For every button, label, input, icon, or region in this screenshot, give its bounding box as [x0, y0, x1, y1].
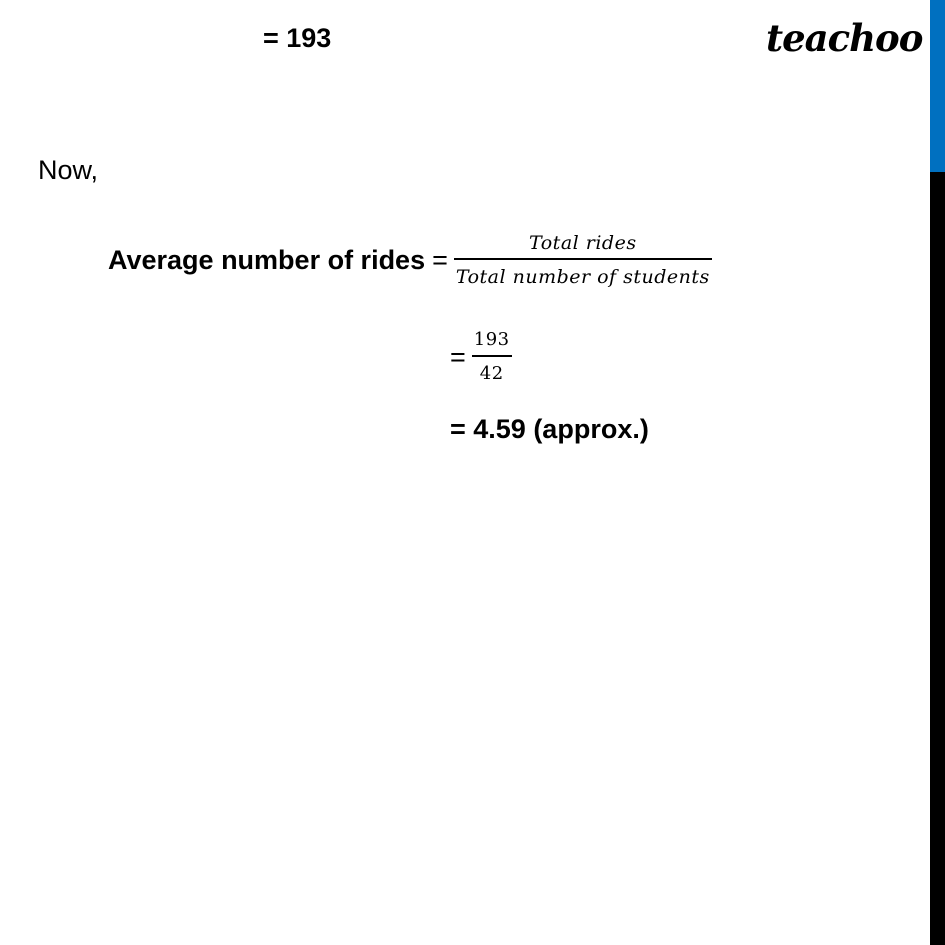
substitution-fraction-bar: [472, 355, 512, 357]
result-value: = 4.59 (approx.): [450, 414, 649, 444]
average-formula: [108, 228, 712, 292]
substitution-fraction: [472, 327, 512, 387]
intro-text: Now,: [38, 155, 99, 185]
fraction-denominator: Total number of students: [455, 266, 710, 288]
formula-fraction: [454, 230, 712, 290]
formula-label: Average number of rides: [108, 245, 426, 275]
substitution-equals: =: [450, 342, 466, 372]
side-bar: [930, 0, 945, 945]
total-rides-value: = 193: [263, 23, 332, 53]
fraction-numerator: Total rides: [529, 232, 637, 254]
substitution-denominator: 42: [479, 363, 504, 384]
substitution-numerator: 193: [473, 329, 510, 350]
substitution-step: [450, 327, 512, 387]
formula-equals: =: [432, 245, 448, 275]
teachoo-logo: teachoo: [766, 16, 923, 60]
side-bar-accent: [930, 0, 945, 172]
fraction-bar: [454, 258, 712, 260]
